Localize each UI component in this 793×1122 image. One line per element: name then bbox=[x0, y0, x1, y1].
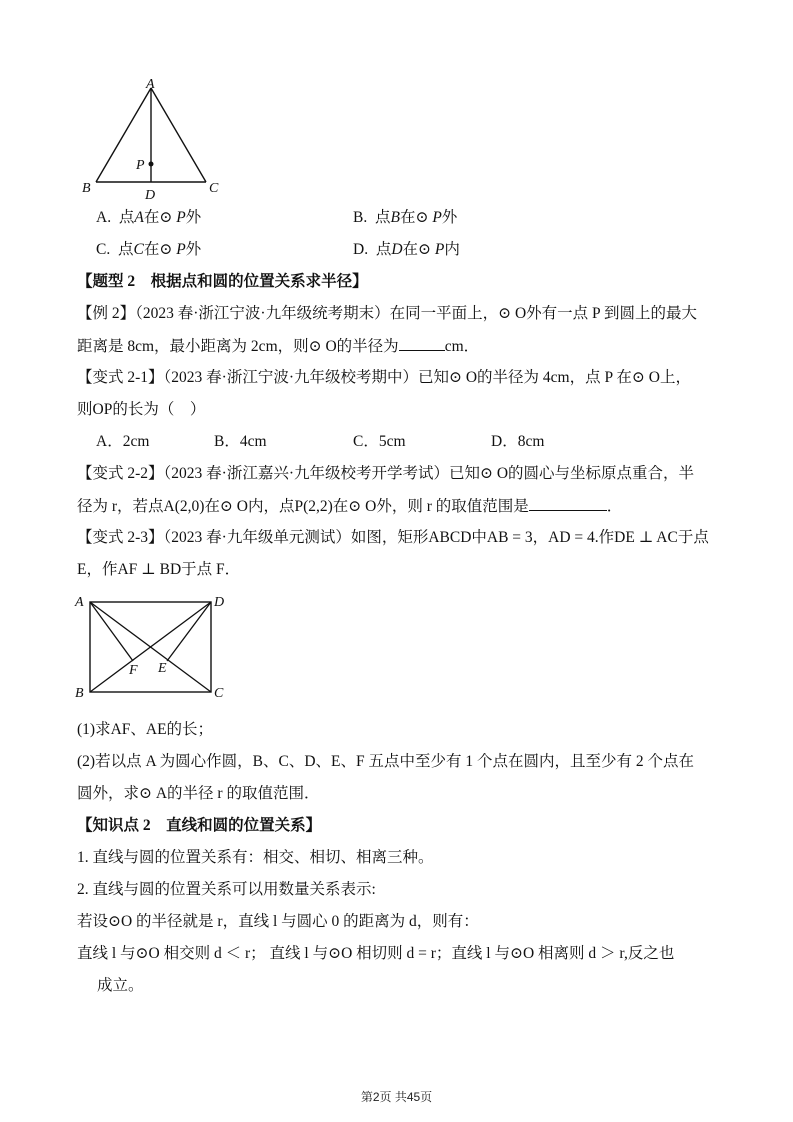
option-text: 点 bbox=[374, 209, 391, 226]
option-text: 内 bbox=[444, 241, 460, 258]
segment-af bbox=[90, 602, 133, 661]
option-text: 外 bbox=[185, 241, 202, 258]
label-a: A bbox=[75, 595, 84, 610]
variant2-3-q2-line2: 圆外，求⊙ A的半径 r 的取值范围． bbox=[77, 785, 320, 802]
variant2-2-text: （2023 春·浙江嘉兴·九年级校考开学考试）已知⊙ O的圆心与坐标原点重合，半 bbox=[163, 465, 695, 482]
variant2-1-tag: 【变式 2-1】 bbox=[77, 369, 164, 386]
point-p bbox=[149, 162, 154, 167]
variant2-3-text: （2023 春·九年级单元测试）如图，矩形ABCD中AB = 3，AD = 4.作DE ⊥ AC于点 bbox=[163, 529, 709, 546]
option-text: 外 bbox=[185, 209, 202, 226]
example2-line1 bbox=[77, 304, 697, 324]
option-a[interactable] bbox=[96, 208, 201, 228]
label-d: D bbox=[145, 188, 156, 200]
variant2-2-line1 bbox=[77, 464, 694, 484]
label-b: B bbox=[75, 686, 84, 701]
option-circle: P bbox=[434, 241, 445, 258]
answer-blank[interactable] bbox=[529, 496, 607, 511]
variant2-2-line2 bbox=[77, 496, 622, 517]
triangle-figure bbox=[78, 76, 228, 200]
example2-text: 距离是 8cm，最小距离为 2cm，则⊙ O的半径为 bbox=[77, 338, 399, 355]
option-text: 外 bbox=[441, 209, 458, 226]
example2-text: （2023 春·浙江宁波·九年级统考期末）在同一平面上，⊙ O外有一点 P 到圆上的最大 bbox=[135, 305, 697, 322]
rectangle-figure bbox=[74, 590, 234, 702]
variant2-3-q1: (1)求AF、AE的长； bbox=[77, 721, 214, 738]
option-circle: P bbox=[176, 241, 186, 258]
label-c: C bbox=[214, 686, 224, 701]
option-d[interactable] bbox=[353, 240, 460, 260]
option-text: 在⊙ bbox=[143, 241, 177, 258]
variant2-3-line1 bbox=[77, 528, 709, 548]
knowledge-heading: 【知识点 2 直线和圆的位置关系】 bbox=[77, 817, 322, 834]
variant2-1-option-a[interactable]: A．2cm bbox=[96, 433, 150, 450]
option-text: 在⊙ bbox=[143, 209, 177, 226]
variant2-1-line2: 则OP的长为（ ） bbox=[77, 401, 206, 418]
variant2-3-line2: E，作AF ⊥ BD于点 F． bbox=[77, 561, 241, 578]
option-var: C bbox=[133, 241, 144, 258]
option-text: 点 bbox=[117, 241, 134, 258]
option-text: 点 bbox=[375, 241, 392, 258]
option-text: 点 bbox=[118, 209, 135, 226]
option-letter: A. bbox=[96, 209, 112, 226]
variant2-1-option-c[interactable]: C．5cm bbox=[353, 433, 406, 450]
knowledge-item-4-line1: 直线 l 与⊙O 相交则 d ＜ r； 直线 l 与⊙O 相切则 d = r；直线 l 与⊙O 相离则 d ＞ r,反之也 bbox=[77, 945, 675, 962]
label-a: A bbox=[146, 77, 155, 92]
knowledge-item-2: 2. 直线与圆的位置关系可以用数量关系表示: bbox=[77, 881, 376, 898]
label-c: C bbox=[209, 181, 219, 196]
option-letter: D. bbox=[353, 241, 369, 258]
example2-text: cm． bbox=[444, 338, 480, 355]
option-circle: P bbox=[176, 209, 186, 226]
option-circle: P bbox=[432, 209, 442, 226]
variant2-2-tag: 【变式 2-2】 bbox=[77, 465, 164, 482]
option-c[interactable] bbox=[96, 240, 201, 260]
variant2-3-tag: 【变式 2-3】 bbox=[77, 529, 164, 546]
option-b[interactable] bbox=[353, 208, 457, 228]
knowledge-item-1: 1. 直线与圆的位置关系有：相交、相切、相离三种。 bbox=[77, 849, 434, 866]
option-letter: C. bbox=[96, 241, 111, 258]
option-var: D bbox=[391, 241, 403, 258]
knowledge-item-4-line2: 成立。 bbox=[97, 977, 144, 994]
variant2-1-text: （2023 春·浙江宁波·九年级校考期中）已知⊙ O的半径为 4cm，点 P 在⊙ O上， bbox=[163, 369, 691, 386]
variant2-3-q2-line1: (2)若以点 A 为圆心作圆，B、C、D、E、F 五点中至少有 1 个点在圆内，且至少有 2 个点在 bbox=[77, 753, 694, 770]
label-e: E bbox=[158, 661, 167, 676]
option-text: 在⊙ bbox=[402, 241, 435, 258]
page-footer: 第2页 共45页 bbox=[360, 1090, 433, 1104]
variant2-2-text: 径为 r，若点A(2,0)在⊙ O内，点P(2,2)在⊙ O外，则 r 的取值范围是 bbox=[77, 498, 529, 515]
option-text: 在⊙ bbox=[399, 209, 433, 226]
label-p: P bbox=[136, 158, 145, 173]
variant2-1-option-d[interactable]: D．8cm bbox=[491, 433, 545, 450]
answer-blank[interactable] bbox=[399, 336, 445, 351]
label-f: F bbox=[129, 663, 138, 678]
example2-tag: 【例 2】 bbox=[77, 305, 136, 322]
section-heading-type2: 【题型 2 根据点和圆的位置关系求半径】 bbox=[77, 273, 368, 290]
option-var: A bbox=[134, 209, 144, 226]
option-var: B bbox=[390, 209, 400, 226]
option-letter: B. bbox=[353, 209, 368, 226]
knowledge-item-3: 若设⊙O 的半径就是 r，直线 l 与圆心 0 的距离为 d，则有： bbox=[77, 913, 479, 930]
side-ac bbox=[151, 88, 206, 182]
segment-de bbox=[167, 602, 211, 661]
example2-line2 bbox=[77, 336, 479, 357]
label-d: D bbox=[214, 595, 225, 610]
variant2-1-line1 bbox=[77, 368, 691, 388]
variant2-2-text: ． bbox=[606, 498, 623, 515]
label-b: B bbox=[82, 181, 91, 196]
variant2-1-option-b[interactable]: B．4cm bbox=[214, 433, 267, 450]
